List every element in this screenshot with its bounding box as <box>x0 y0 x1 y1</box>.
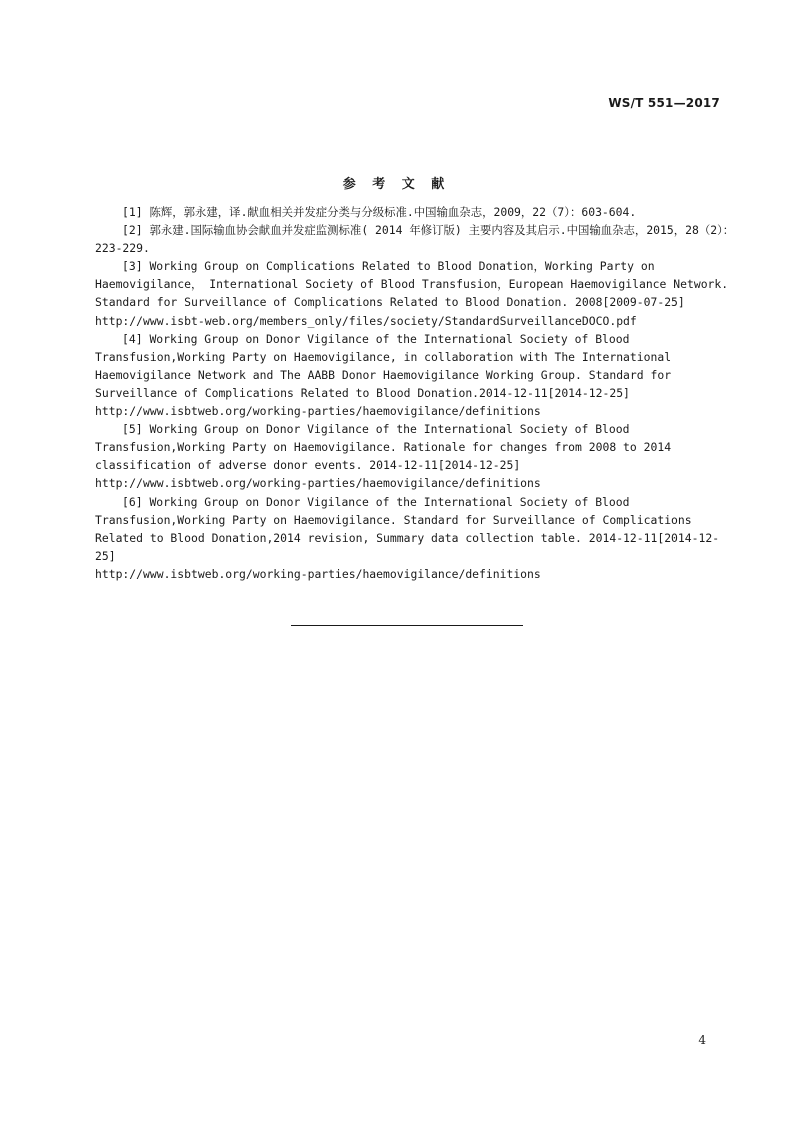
standard-code: WS/T 551—2017 <box>608 96 720 110</box>
reference-number: [3] <box>122 259 143 274</box>
reference-url[interactable]: http://www.isbt-web.org/members_only/files/society/StandardSurveillanceDOCO.pdf <box>95 313 637 328</box>
reference-item <box>95 330 735 420</box>
reference-text: Working Group on Donor Vigilance of the International Society of Blood Transfusion,Working Party on Haemovigilance, in collaboration with The International Haemovigilance Network and The AABB Donor Haemovigilance Working Group. Standard for Surveillance of Complications Related to Blood Donation.2014-12-11[2014-12-25] <box>95 331 672 400</box>
reference-number: [1] <box>122 205 143 219</box>
reference-text: Working Group on Donor Vigilance of the International Society of Blood Transfusion,Working Party on Haemovigilance. Rationale for changes from 2008 to 2014 classification of adverse donor events. 2014-12-11[2014-12-25] <box>95 422 672 473</box>
reference-text: Working Group on Donor Vigilance of the International Society of Blood Transfusion,Working Party on Haemovigilance. Standard for Surveillance of Complications Related to Blood Donation,2014 revision, Summary data collection table. 2014-12-11[2014-12-25] <box>95 494 720 563</box>
reference-text: Working Group on Complications Related to Blood Donation，Working Party on Haemovigilance， International Society of Blood Transfusion，European Haemovigilance Network. Standard for Surveillance of Complications Related to Blood Donation. 2008[2009-07-25] <box>95 259 729 310</box>
reference-number: [6] <box>122 494 143 509</box>
reference-item <box>95 493 735 583</box>
reference-item <box>95 221 735 257</box>
reference-item <box>95 203 735 221</box>
reference-number: [2] <box>122 223 143 238</box>
reference-number: [4] <box>122 331 143 346</box>
end-of-document-rule <box>291 625 523 626</box>
reference-item <box>95 257 735 329</box>
reference-text: 陈辉，郭永建，译.献血相关并发症分类与分级标准.中国输血杂志，2009，22（7）：603-604. <box>149 205 637 219</box>
reference-url[interactable]: http://www.isbtweb.org/working-parties/haemovigilance/definitions <box>95 476 541 491</box>
reference-item <box>95 420 735 492</box>
reference-url[interactable]: http://www.isbtweb.org/working-parties/haemovigilance/definitions <box>95 404 541 419</box>
reference-number: [5] <box>122 422 143 437</box>
reference-url[interactable]: http://www.isbtweb.org/working-parties/haemovigilance/definitions <box>95 566 541 581</box>
section-title: 参 考 文 献 <box>342 177 451 192</box>
page-number: 4 <box>698 1033 706 1047</box>
reference-list <box>95 203 735 583</box>
reference-text: 郭永建.国际输血协会献血并发症监测标准( 2014 年修订版) 主要内容及其启示.中国输血杂志，2015，28（2）：223-229. <box>95 223 735 256</box>
